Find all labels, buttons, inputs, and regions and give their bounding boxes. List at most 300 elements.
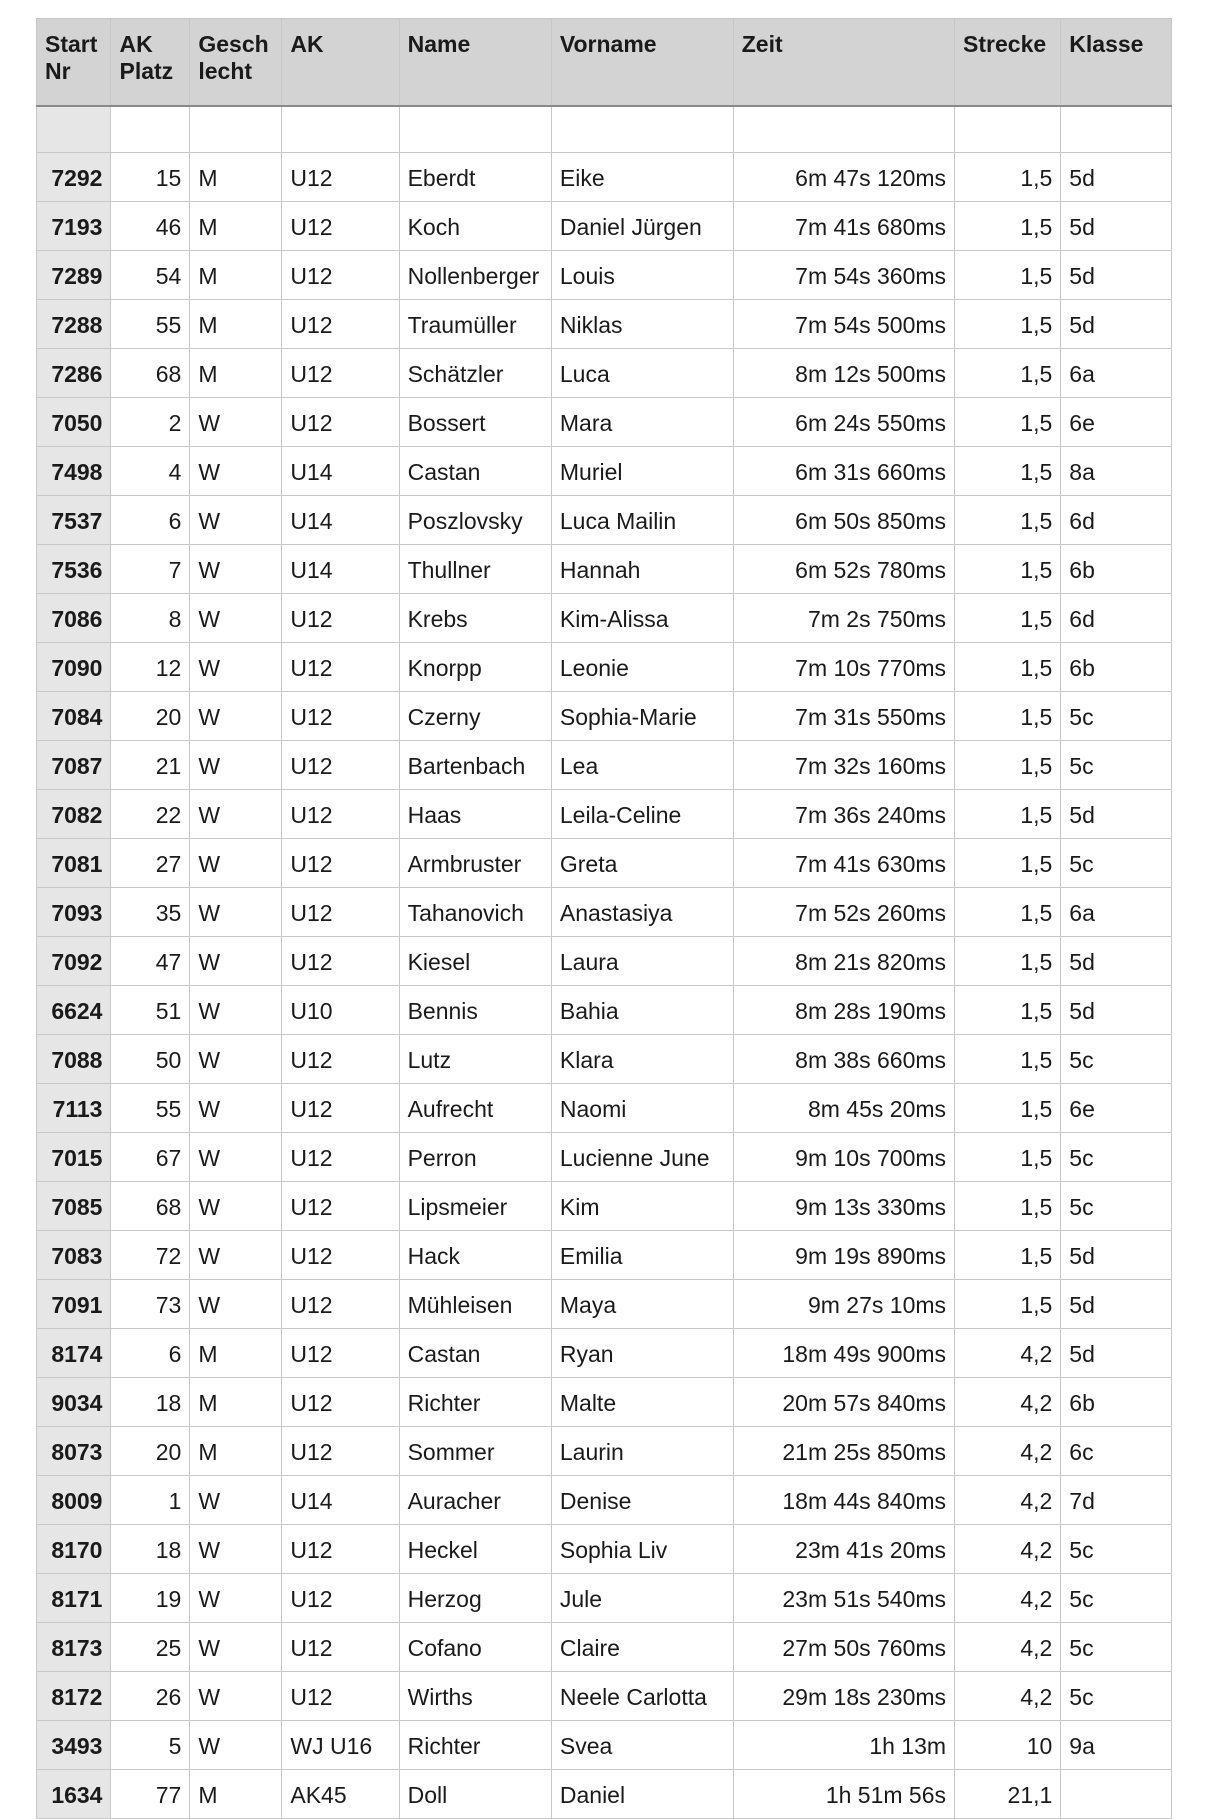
zeit-cell: 23m 41s 20ms (733, 1524, 954, 1573)
ak-platz-cell: 25 (111, 1622, 190, 1671)
ak-cell (282, 106, 399, 152)
vorname-cell: Sophia-Marie (551, 691, 733, 740)
ak-cell: U12 (282, 1622, 399, 1671)
vorname-cell: Kim-Alissa (551, 593, 733, 642)
start-nr-cell: 7083 (37, 1230, 111, 1279)
zeit-cell: 9m 13s 330ms (733, 1181, 954, 1230)
vorname-cell: Emilia (551, 1230, 733, 1279)
vorname-cell: Luca (551, 348, 733, 397)
table-row (37, 1622, 1172, 1671)
ak-cell: U12 (282, 1181, 399, 1230)
klasse-cell: 5d (1061, 1279, 1172, 1328)
strecke-cell: 1,5 (955, 789, 1061, 838)
vorname-cell: Anastasiya (551, 887, 733, 936)
column-header-vorname: Vorname (551, 19, 733, 107)
klasse-cell: 5c (1061, 1181, 1172, 1230)
start-nr-cell: 7091 (37, 1279, 111, 1328)
ak-cell: U14 (282, 495, 399, 544)
ak-cell: U12 (282, 1230, 399, 1279)
ak-platz-cell: 22 (111, 789, 190, 838)
klasse-cell: 5c (1061, 1524, 1172, 1573)
table-row (37, 1279, 1172, 1328)
zeit-cell: 20m 57s 840ms (733, 1377, 954, 1426)
ak-platz-cell: 6 (111, 1328, 190, 1377)
klasse-cell: 5d (1061, 250, 1172, 299)
klasse-cell: 6e (1061, 397, 1172, 446)
name-cell: Poszlovsky (399, 495, 551, 544)
name-cell: Bossert (399, 397, 551, 446)
klasse-cell: 6d (1061, 593, 1172, 642)
vorname-cell: Kim (551, 1181, 733, 1230)
strecke-cell: 4,2 (955, 1328, 1061, 1377)
name-cell: Richter (399, 1720, 551, 1769)
table-header (37, 19, 1172, 107)
start-nr-cell: 7087 (37, 740, 111, 789)
strecke-cell: 1,5 (955, 348, 1061, 397)
start-nr-cell: 8173 (37, 1622, 111, 1671)
name-cell: Eberdt (399, 152, 551, 201)
ak-cell: U12 (282, 152, 399, 201)
table-row (37, 152, 1172, 201)
strecke-cell: 1,5 (955, 691, 1061, 740)
name-cell: Cofano (399, 1622, 551, 1671)
geschlecht-cell: W (190, 446, 282, 495)
name-cell: Hack (399, 1230, 551, 1279)
zeit-cell: 23m 51s 540ms (733, 1573, 954, 1622)
table-row (37, 1132, 1172, 1181)
zeit-cell: 18m 49s 900ms (733, 1328, 954, 1377)
ak-cell: U12 (282, 201, 399, 250)
start-nr-cell: 7288 (37, 299, 111, 348)
start-nr-cell: 7536 (37, 544, 111, 593)
table-row (37, 348, 1172, 397)
name-cell: Bennis (399, 985, 551, 1034)
ak-platz-cell: 67 (111, 1132, 190, 1181)
table-row (37, 544, 1172, 593)
ak-platz-cell (111, 106, 190, 152)
strecke-cell: 1,5 (955, 495, 1061, 544)
name-cell: Wirths (399, 1671, 551, 1720)
klasse-cell: 6c (1061, 1426, 1172, 1475)
klasse-cell: 5c (1061, 691, 1172, 740)
vorname-cell (551, 106, 733, 152)
ak-platz-cell: 18 (111, 1377, 190, 1426)
table-row (37, 250, 1172, 299)
ak-platz-cell: 8 (111, 593, 190, 642)
ak-cell: WJ U16 (282, 1720, 399, 1769)
geschlecht-cell: W (190, 1279, 282, 1328)
name-cell: Sommer (399, 1426, 551, 1475)
klasse-cell: 5c (1061, 1671, 1172, 1720)
name-cell: Perron (399, 1132, 551, 1181)
column-header-klasse: Klasse (1061, 19, 1172, 107)
table-row (37, 740, 1172, 789)
column-header-strecke: Strecke (955, 19, 1061, 107)
strecke-cell: 4,2 (955, 1573, 1061, 1622)
klasse-cell: 6d (1061, 495, 1172, 544)
start-nr-cell: 7085 (37, 1181, 111, 1230)
ak-platz-cell: 20 (111, 1426, 190, 1475)
vorname-cell: Ryan (551, 1328, 733, 1377)
start-nr-cell: 7090 (37, 642, 111, 691)
start-nr-cell: 1634 (37, 1769, 111, 1818)
strecke-cell: 1,5 (955, 985, 1061, 1034)
zeit-cell: 21m 25s 850ms (733, 1426, 954, 1475)
zeit-cell: 7m 31s 550ms (733, 691, 954, 740)
name-cell: Armbruster (399, 838, 551, 887)
start-nr-cell: 6624 (37, 985, 111, 1034)
ak-cell: U12 (282, 691, 399, 740)
geschlecht-cell: W (190, 838, 282, 887)
ak-platz-cell: 15 (111, 152, 190, 201)
geschlecht-cell: M (190, 299, 282, 348)
geschlecht-cell: W (190, 740, 282, 789)
strecke-cell: 1,5 (955, 1279, 1061, 1328)
strecke-cell: 4,2 (955, 1622, 1061, 1671)
zeit-cell: 7m 10s 770ms (733, 642, 954, 691)
strecke-cell: 4,2 (955, 1671, 1061, 1720)
strecke-cell: 1,5 (955, 1083, 1061, 1132)
column-header-zeit: Zeit (733, 19, 954, 107)
zeit-cell (733, 106, 954, 152)
klasse-cell: 5c (1061, 1622, 1172, 1671)
ak-platz-cell: 5 (111, 1720, 190, 1769)
header-row (37, 19, 1172, 107)
column-header-start-nr: Start Nr (37, 19, 111, 107)
zeit-cell: 8m 45s 20ms (733, 1083, 954, 1132)
ak-platz-cell: 73 (111, 1279, 190, 1328)
zeit-cell: 29m 18s 230ms (733, 1671, 954, 1720)
table-body (37, 106, 1172, 1818)
vorname-cell: Lea (551, 740, 733, 789)
name-cell: Traumüller (399, 299, 551, 348)
table-row (37, 1328, 1172, 1377)
ak-cell: U12 (282, 1132, 399, 1181)
ak-cell: U10 (282, 985, 399, 1034)
ak-cell: U12 (282, 1083, 399, 1132)
name-cell: Tahanovich (399, 887, 551, 936)
start-nr-cell: 7088 (37, 1034, 111, 1083)
ak-cell: U14 (282, 1475, 399, 1524)
start-nr-cell: 7289 (37, 250, 111, 299)
start-nr-cell: 9034 (37, 1377, 111, 1426)
name-cell: Castan (399, 1328, 551, 1377)
start-nr-cell: 8174 (37, 1328, 111, 1377)
start-nr-cell: 8170 (37, 1524, 111, 1573)
ak-platz-cell: 2 (111, 397, 190, 446)
ak-platz-cell: 12 (111, 642, 190, 691)
table-row (37, 887, 1172, 936)
klasse-cell: 5d (1061, 1328, 1172, 1377)
start-nr-cell: 8171 (37, 1573, 111, 1622)
name-cell: Kiesel (399, 936, 551, 985)
geschlecht-cell: M (190, 152, 282, 201)
geschlecht-cell: W (190, 1181, 282, 1230)
ak-platz-cell: 47 (111, 936, 190, 985)
strecke-cell: 4,2 (955, 1475, 1061, 1524)
zeit-cell: 6m 50s 850ms (733, 495, 954, 544)
zeit-cell: 7m 41s 680ms (733, 201, 954, 250)
klasse-cell: 5d (1061, 201, 1172, 250)
column-header-ak: AK (282, 19, 399, 107)
table-row (37, 1230, 1172, 1279)
zeit-cell: 8m 38s 660ms (733, 1034, 954, 1083)
name-cell: Haas (399, 789, 551, 838)
vorname-cell: Sophia Liv (551, 1524, 733, 1573)
klasse-cell: 5c (1061, 1132, 1172, 1181)
zeit-cell: 1h 51m 56s (733, 1769, 954, 1818)
vorname-cell: Neele Carlotta (551, 1671, 733, 1720)
geschlecht-cell: W (190, 1034, 282, 1083)
strecke-cell: 1,5 (955, 201, 1061, 250)
geschlecht-cell: W (190, 642, 282, 691)
zeit-cell: 7m 54s 360ms (733, 250, 954, 299)
start-nr-cell: 7086 (37, 593, 111, 642)
ak-cell: U12 (282, 1328, 399, 1377)
ak-cell: U12 (282, 789, 399, 838)
start-nr-cell: 7498 (37, 446, 111, 495)
ak-platz-cell: 4 (111, 446, 190, 495)
name-cell: Auracher (399, 1475, 551, 1524)
ak-cell: U12 (282, 397, 399, 446)
vorname-cell: Muriel (551, 446, 733, 495)
start-nr-cell: 7113 (37, 1083, 111, 1132)
geschlecht-cell: W (190, 985, 282, 1034)
strecke-cell: 1,5 (955, 936, 1061, 985)
geschlecht-cell: M (190, 250, 282, 299)
ak-platz-cell: 55 (111, 299, 190, 348)
strecke-cell: 1,5 (955, 250, 1061, 299)
name-cell: Bartenbach (399, 740, 551, 789)
geschlecht-cell: W (190, 887, 282, 936)
results-table (36, 18, 1172, 1819)
ak-cell: U12 (282, 642, 399, 691)
ak-cell: U12 (282, 593, 399, 642)
klasse-cell: 5d (1061, 936, 1172, 985)
ak-cell: U12 (282, 1573, 399, 1622)
klasse-cell: 5d (1061, 299, 1172, 348)
geschlecht-cell: W (190, 1720, 282, 1769)
table-row (37, 691, 1172, 740)
ak-cell: U14 (282, 544, 399, 593)
ak-platz-cell: 68 (111, 1181, 190, 1230)
ak-cell: U14 (282, 446, 399, 495)
klasse-cell: 6a (1061, 348, 1172, 397)
table-row (37, 936, 1172, 985)
start-nr-cell: 7193 (37, 201, 111, 250)
geschlecht-cell: M (190, 201, 282, 250)
table-row (37, 789, 1172, 838)
ak-cell: U12 (282, 1671, 399, 1720)
ak-platz-cell: 1 (111, 1475, 190, 1524)
strecke-cell: 1,5 (955, 1132, 1061, 1181)
start-nr-cell: 7093 (37, 887, 111, 936)
start-nr-cell: 7286 (37, 348, 111, 397)
zeit-cell: 6m 24s 550ms (733, 397, 954, 446)
zeit-cell: 18m 44s 840ms (733, 1475, 954, 1524)
geschlecht-cell: W (190, 691, 282, 740)
name-cell (399, 106, 551, 152)
vorname-cell: Greta (551, 838, 733, 887)
vorname-cell: Claire (551, 1622, 733, 1671)
klasse-cell: 6b (1061, 642, 1172, 691)
ak-cell: U12 (282, 838, 399, 887)
geschlecht-cell: W (190, 936, 282, 985)
zeit-cell: 6m 47s 120ms (733, 152, 954, 201)
table-row (37, 495, 1172, 544)
name-cell: Nollenberger (399, 250, 551, 299)
klasse-cell: 5d (1061, 985, 1172, 1034)
start-nr-cell: 7292 (37, 152, 111, 201)
zeit-cell: 9m 27s 10ms (733, 1279, 954, 1328)
vorname-cell: Laura (551, 936, 733, 985)
klasse-cell: 6b (1061, 1377, 1172, 1426)
name-cell: Schätzler (399, 348, 551, 397)
table-row (37, 1573, 1172, 1622)
table-row (37, 1475, 1172, 1524)
klasse-cell: 7d (1061, 1475, 1172, 1524)
name-cell: Thullner (399, 544, 551, 593)
ak-cell: U12 (282, 250, 399, 299)
strecke-cell: 1,5 (955, 1034, 1061, 1083)
column-header-geschlecht: Gesch lecht (190, 19, 282, 107)
strecke-cell: 10 (955, 1720, 1061, 1769)
start-nr-cell: 7081 (37, 838, 111, 887)
ak-platz-cell: 68 (111, 348, 190, 397)
table-row (37, 106, 1172, 152)
zeit-cell: 7m 2s 750ms (733, 593, 954, 642)
geschlecht-cell (190, 106, 282, 152)
klasse-cell: 5c (1061, 1573, 1172, 1622)
vorname-cell: Svea (551, 1720, 733, 1769)
vorname-cell: Lucienne June (551, 1132, 733, 1181)
strecke-cell: 1,5 (955, 446, 1061, 495)
zeit-cell: 8m 12s 500ms (733, 348, 954, 397)
vorname-cell: Laurin (551, 1426, 733, 1475)
ak-platz-cell: 7 (111, 544, 190, 593)
ak-platz-cell: 20 (111, 691, 190, 740)
strecke-cell: 1,5 (955, 740, 1061, 789)
geschlecht-cell: W (190, 1622, 282, 1671)
name-cell: Heckel (399, 1524, 551, 1573)
vorname-cell: Leonie (551, 642, 733, 691)
table-row (37, 1034, 1172, 1083)
start-nr-cell: 7537 (37, 495, 111, 544)
ak-platz-cell: 51 (111, 985, 190, 1034)
vorname-cell: Eike (551, 152, 733, 201)
klasse-cell: 8a (1061, 446, 1172, 495)
vorname-cell: Daniel Jürgen (551, 201, 733, 250)
klasse-cell: 5d (1061, 789, 1172, 838)
table-row (37, 201, 1172, 250)
start-nr-cell: 7050 (37, 397, 111, 446)
geschlecht-cell: W (190, 1083, 282, 1132)
ak-platz-cell: 35 (111, 887, 190, 936)
table-row (37, 1083, 1172, 1132)
geschlecht-cell: W (190, 1230, 282, 1279)
vorname-cell: Bahia (551, 985, 733, 1034)
name-cell: Lutz (399, 1034, 551, 1083)
table-row (37, 1524, 1172, 1573)
ak-cell: U12 (282, 1377, 399, 1426)
geschlecht-cell: W (190, 495, 282, 544)
geschlecht-cell: M (190, 1769, 282, 1818)
klasse-cell: 6e (1061, 1083, 1172, 1132)
start-nr-cell: 8172 (37, 1671, 111, 1720)
table-row (37, 985, 1172, 1034)
ak-cell: U12 (282, 887, 399, 936)
table-row (37, 397, 1172, 446)
klasse-cell: 6b (1061, 544, 1172, 593)
table-row (37, 593, 1172, 642)
ak-platz-cell: 26 (111, 1671, 190, 1720)
strecke-cell: 1,5 (955, 593, 1061, 642)
geschlecht-cell: W (190, 593, 282, 642)
ak-cell: U12 (282, 299, 399, 348)
zeit-cell: 7m 52s 260ms (733, 887, 954, 936)
klasse-cell: 5d (1061, 1230, 1172, 1279)
name-cell: Herzog (399, 1573, 551, 1622)
zeit-cell: 9m 19s 890ms (733, 1230, 954, 1279)
strecke-cell: 1,5 (955, 152, 1061, 201)
klasse-cell: 5c (1061, 838, 1172, 887)
zeit-cell: 7m 32s 160ms (733, 740, 954, 789)
geschlecht-cell: M (190, 1377, 282, 1426)
table-row (37, 1426, 1172, 1475)
ak-platz-cell: 21 (111, 740, 190, 789)
strecke-cell: 1,5 (955, 887, 1061, 936)
vorname-cell: Malte (551, 1377, 733, 1426)
column-header-name: Name (399, 19, 551, 107)
ak-platz-cell: 18 (111, 1524, 190, 1573)
geschlecht-cell: W (190, 1475, 282, 1524)
klasse-cell (1061, 1769, 1172, 1818)
zeit-cell: 8m 28s 190ms (733, 985, 954, 1034)
vorname-cell: Jule (551, 1573, 733, 1622)
zeit-cell: 1h 13m (733, 1720, 954, 1769)
strecke-cell: 1,5 (955, 838, 1061, 887)
ak-platz-cell: 72 (111, 1230, 190, 1279)
strecke-cell: 1,5 (955, 1230, 1061, 1279)
name-cell: Knorpp (399, 642, 551, 691)
zeit-cell: 27m 50s 760ms (733, 1622, 954, 1671)
ak-cell: U12 (282, 740, 399, 789)
vorname-cell: Daniel (551, 1769, 733, 1818)
name-cell: Mühleisen (399, 1279, 551, 1328)
geschlecht-cell: W (190, 397, 282, 446)
name-cell: Koch (399, 201, 551, 250)
ak-platz-cell: 55 (111, 1083, 190, 1132)
geschlecht-cell: W (190, 1132, 282, 1181)
klasse-cell: 9a (1061, 1720, 1172, 1769)
ak-cell: U12 (282, 1279, 399, 1328)
klasse-cell: 5d (1061, 152, 1172, 201)
zeit-cell: 7m 41s 630ms (733, 838, 954, 887)
ak-cell: U12 (282, 1426, 399, 1475)
start-nr-cell: 7092 (37, 936, 111, 985)
strecke-cell: 4,2 (955, 1524, 1061, 1573)
name-cell: Richter (399, 1377, 551, 1426)
column-header-ak-platz: AK Platz (111, 19, 190, 107)
zeit-cell: 6m 52s 780ms (733, 544, 954, 593)
geschlecht-cell: W (190, 1524, 282, 1573)
geschlecht-cell: M (190, 1328, 282, 1377)
zeit-cell: 9m 10s 700ms (733, 1132, 954, 1181)
ak-cell: AK45 (282, 1769, 399, 1818)
ak-platz-cell: 46 (111, 201, 190, 250)
vorname-cell: Maya (551, 1279, 733, 1328)
klasse-cell (1061, 106, 1172, 152)
